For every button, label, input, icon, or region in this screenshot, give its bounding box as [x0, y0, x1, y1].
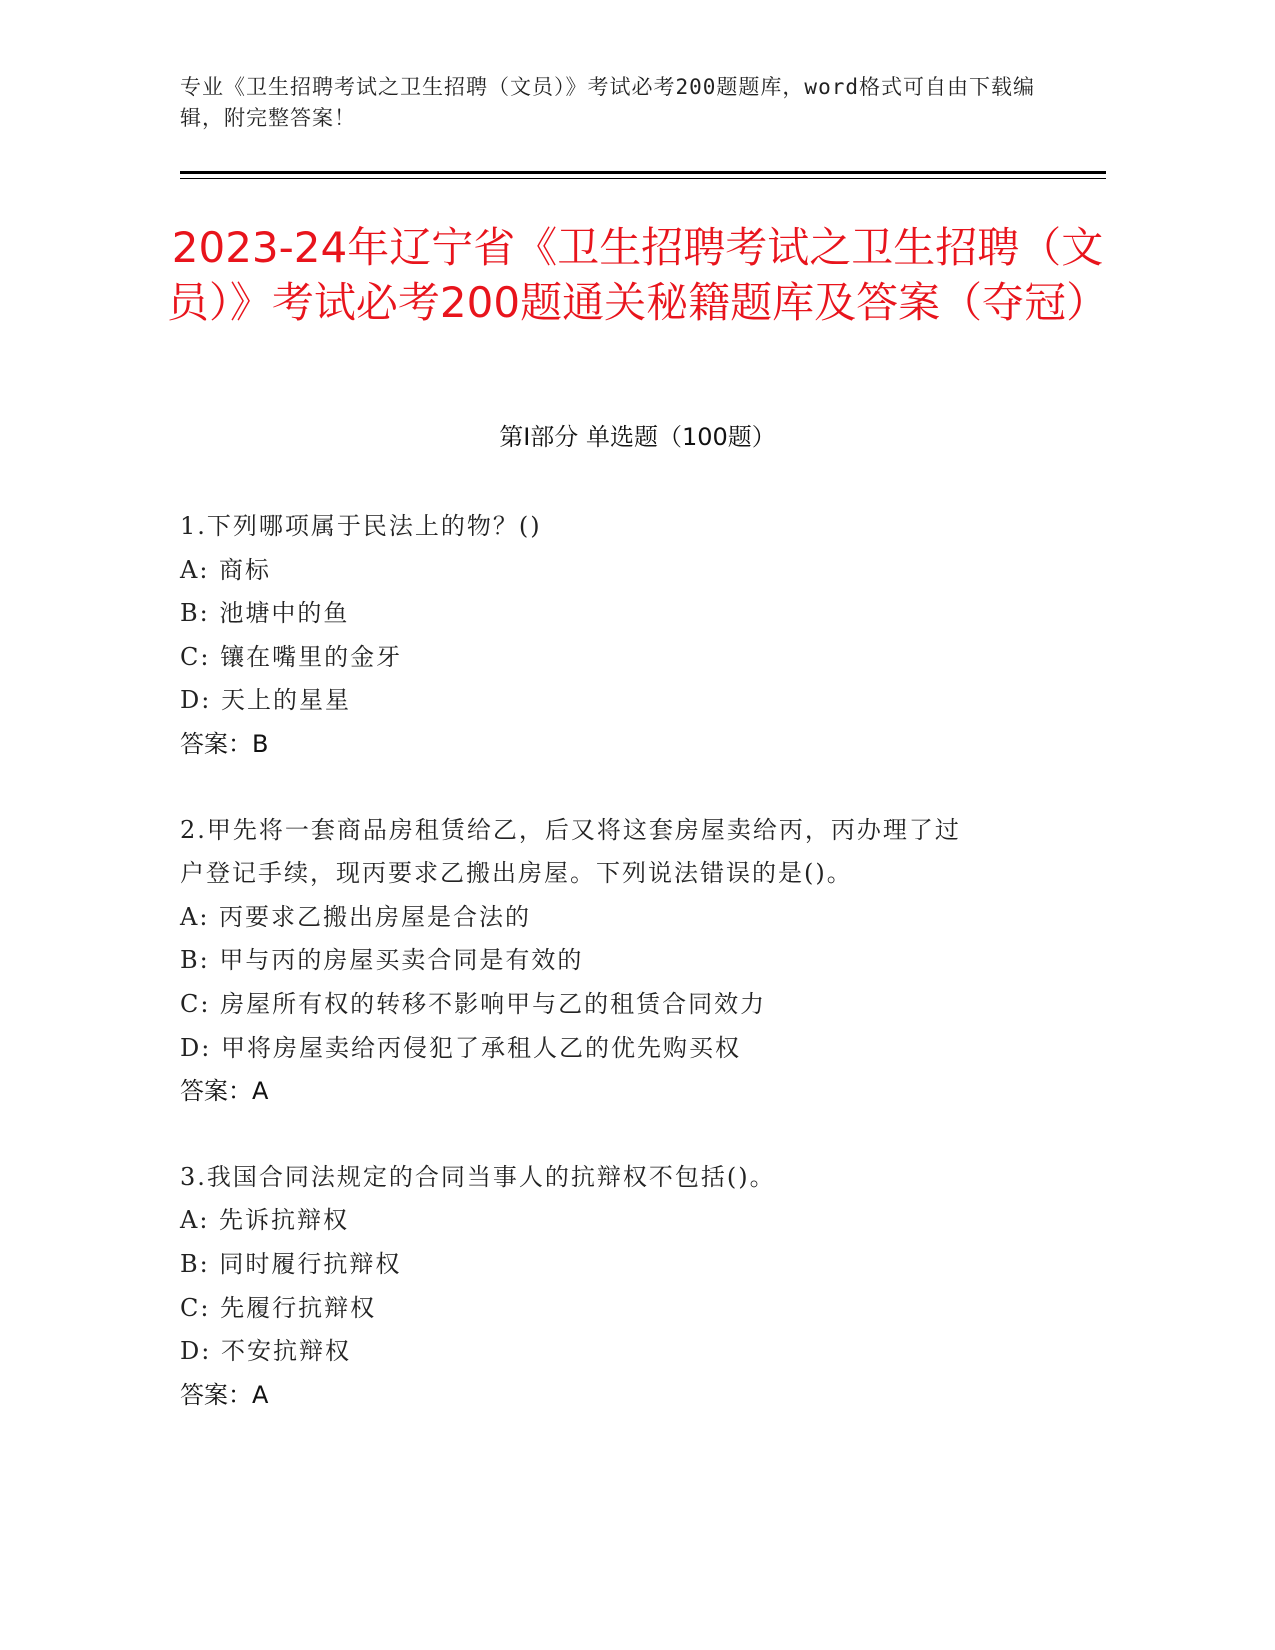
question-list [180, 505, 1060, 1459]
header-divider-thin [180, 178, 1106, 179]
option-d: D: 甲将房屋卖给丙侵犯了承租人乙的优先购买权 [180, 1033, 741, 1062]
question-2 [180, 809, 1060, 1114]
document-title: 2023-24年辽宁省《卫生招聘考试之卫生招聘（文员）》考试必考200题通关秘籍题库及答案（夺冠） [166, 223, 1109, 327]
option-a: A: 先诉抗辩权 [180, 1206, 350, 1235]
option-a: A: 商标 [180, 555, 272, 584]
question-1 [180, 505, 1060, 767]
option-d: D: 不安抗辩权 [180, 1337, 351, 1366]
question-3 [180, 1156, 1060, 1418]
option-b: B: 池塘中的鱼 [180, 599, 350, 628]
answer: 答案：A [180, 1077, 269, 1106]
question-text-continued: 户登记手续，现丙要求乙搬出房屋。下列说法错误的是()。 [180, 859, 853, 888]
option-c: C: 房屋所有权的转移不影响甲与乙的租赁合同效力 [180, 989, 767, 1018]
question-text: 1.下列哪项属于民法上的物？() [180, 512, 542, 540]
answer: 答案：B [180, 729, 269, 758]
answer: 答案：A [180, 1380, 269, 1409]
option-c: C: 镶在嘴里的金牙 [180, 642, 403, 671]
section-heading: 第I部分 单选题（100题） [499, 423, 776, 451]
option-c: C: 先履行抗辩权 [180, 1293, 377, 1322]
option-a: A: 丙要求乙搬出房屋是合法的 [180, 902, 532, 931]
header-divider-thick [180, 171, 1106, 174]
option-b: B: 同时履行抗辩权 [180, 1249, 402, 1278]
header-note: 专业《卫生招聘考试之卫生招聘（文员）》考试必考200题题库，word格式可自由下载编辑，附完整答案！ [180, 75, 1035, 130]
question-text: 3.我国合同法规定的合同当事人的抗辩权不包括()。 [180, 1162, 776, 1191]
option-d: D: 天上的星星 [180, 686, 351, 715]
question-text: 2.甲先将一套商品房租赁给乙，后又将这套房屋卖给丙，丙办理了过 [180, 815, 961, 844]
option-b: B: 甲与丙的房屋买卖合同是有效的 [180, 946, 584, 975]
